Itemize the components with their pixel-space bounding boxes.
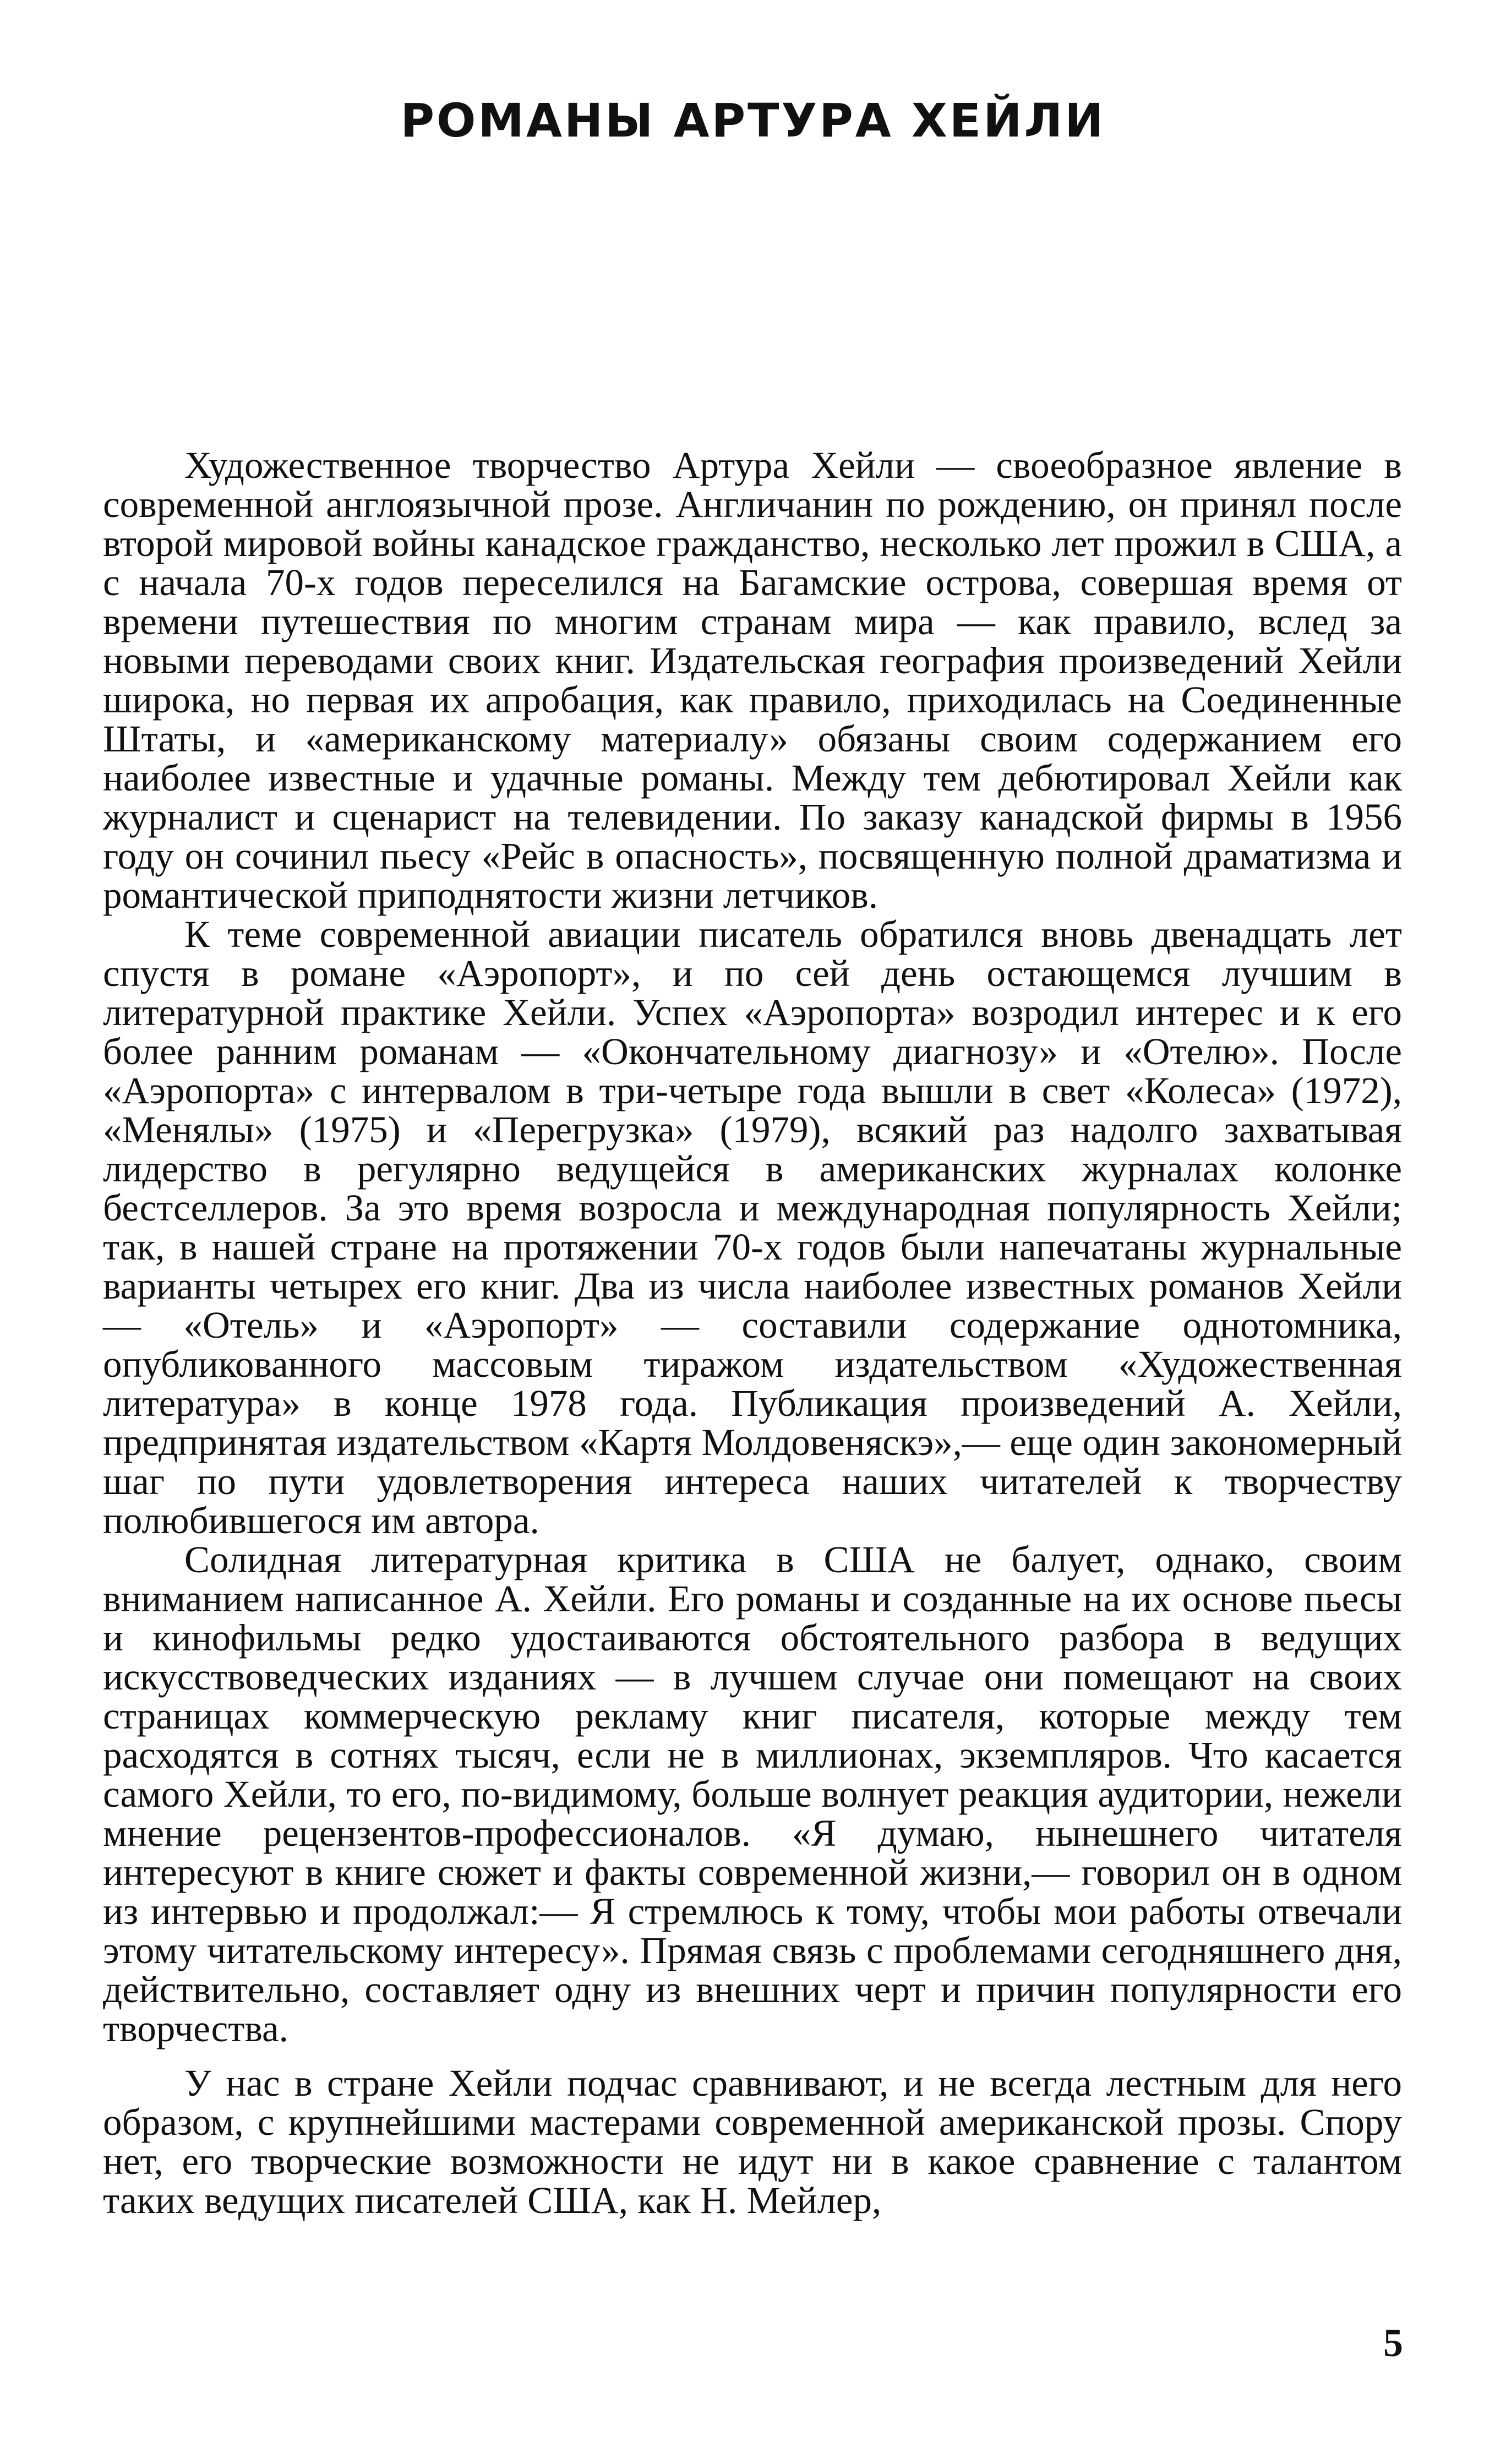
paragraph-2: К теме современной авиации писатель обратился вновь двенадцать лет спустя в романе «Аэропорт», и по сей день остающемся лучшим в литературной практике Хейли. Успех «Аэропорта» возродил интерес и к его более ранним романам — «Окончательному диагнозу» и «Отелю». После «Аэропорта» с интервалом в три-четыре года вышли в свет «Колеса» (1972), «Менялы» (1975) и «Перегрузка» (1979), всякий раз надолго захватывая лидерство в регулярно ведущейся в американских журналах колонке бестселлеров. За это время возросла и международная популярность Хейли; так, в нашей стране на протяжении 70-х годов были напечатаны журнальные варианты четырех его книг. Два из числа наиболее известных романов Хейли — «Отель» и «Аэропорт» — составили содержание однотомника, опубликованного массовым тиражом издательством «Художественная литература» в конце 1978 года. Публикация произведений А. Хейли, предпринятая издательством «Картя Молдовеняскэ»,— еще один закономерный шаг по пути удовлетворения интереса наших читателей к творчеству полюбившегося им автора.: [103, 913, 1402, 1541]
body-text: [103, 446, 1402, 2220]
page-number: 5: [1383, 2321, 1403, 2365]
paragraph-1: Художественное творчество Артура Хейли — своеобразное явление в современной англоязычной прозе. Англичанин по рождению, он принял после второй мировой войны канадское гражданство, несколько лет прожил в США, а с начала 70-х годов переселился на Багамские острова, совершая время от времени путешествия по многим странам мира — как правило, вслед за новыми переводами своих книг. Издательская география произведений Хейли широка, но первая их апробация, как правило, приходилась на Соединенные Штаты, и «американскому материалу» обязаны своим содержанием его наиболее известные и удачные романы. Между тем дебютировал Хейли как журналист и сценарист на телевидении. По заказу канадской фирмы в 1956 году он сочинил пьесу «Рейс в опасность», посвященную полной драматизма и романтической приподнятости жизни летчиков.: [103, 444, 1402, 916]
paragraph-3: Солидная литературная критика в США не балует, однако, своим вниманием написанное А. Хейли. Его романы и созданные на их основе пьесы и кинофильмы редко удостаиваются обстоятельного разбора в ведущих искусствоведческих изданиях — в лучшем случае они помещают на своих страницах коммерческую рекламу книг писателя, которые между тем расходятся в сотнях тысяч, если не в миллионах, экземпляров. Что касается самого Хейли, то его, по-видимому, больше волнует реакция аудитории, нежели мнение рецензентов-профессионалов. «Я думаю, нынешнего читателя интересуют в книге сюжет и факты современной жизни,— говорил он в одном из интервью и продолжал:— Я стремлюсь к тому, чтобы мои работы отвечали этому читательскому интересу». Прямая связь с проблемами сегодняшнего дня, действительно, составляет одну из внешних черт и причин популярности его творчества.: [103, 1539, 1402, 2049]
chapter-title: РОМАНЫ АРТУРА ХЕЙЛИ: [400, 94, 1106, 148]
paragraph-4: У нас в стране Хейли подчас сравнивают, и не всегда лестным для него образом, с крупнейшими мастерами современной американской прозы. Спору нет, его творческие возможности не идут ни в какое сравнение с талантом таких ведущих писателей США, как Н. Мейлер,: [103, 2062, 1402, 2221]
